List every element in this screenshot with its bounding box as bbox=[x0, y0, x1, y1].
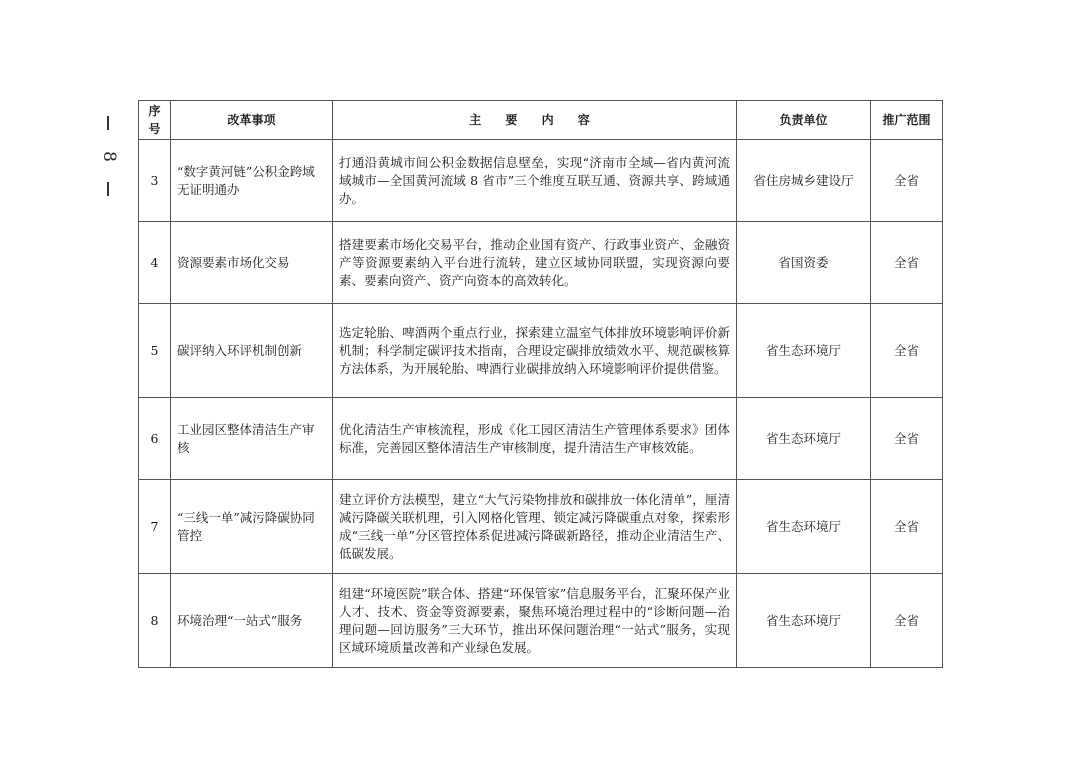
row-no: 3 bbox=[139, 140, 171, 222]
row-scope: 全省 bbox=[871, 140, 943, 222]
row-content: 搭建要素市场化交易平台，推动企业国有资产、行政事业资产、金融资产等资源要素纳入平台进行流转，建立区域协同联盟，实现资源向要素、要素向资产、资产向资本的高效转化。 bbox=[333, 222, 737, 304]
table-row bbox=[139, 398, 943, 480]
row-item: 工业园区整体清洁生产审核 bbox=[171, 398, 333, 480]
row-dept: 省国资委 bbox=[737, 222, 871, 304]
row-scope: 全省 bbox=[871, 398, 943, 480]
row-item: “三线一单”减污降碳协同管控 bbox=[171, 480, 333, 574]
row-dept: 省住房城乡建设厅 bbox=[737, 140, 871, 222]
row-no: 4 bbox=[139, 222, 171, 304]
table-header-row bbox=[139, 101, 943, 140]
row-scope: 全省 bbox=[871, 480, 943, 574]
row-dept: 省生态环境厅 bbox=[737, 574, 871, 668]
header-scope: 推广范围 bbox=[871, 101, 943, 140]
header-dept: 负责单位 bbox=[737, 101, 871, 140]
row-item: 碳评纳入环评机制创新 bbox=[171, 304, 333, 398]
row-content: 组建“环境医院”联合体、搭建“环保管家”信息服务平台，汇聚环保产业人才、技术、资金等资源要素，聚焦环境治理过程中的“诊断问题—治理问题—回访服务”三大环节，推出环保问题治理“一站式”服务，实现区域环境质量改善和产业绿色发展。 bbox=[333, 574, 737, 668]
table-row bbox=[139, 304, 943, 398]
row-no: 5 bbox=[139, 304, 171, 398]
reform-items-table bbox=[138, 100, 943, 668]
row-dept: 省生态环境厅 bbox=[737, 398, 871, 480]
table-row bbox=[139, 140, 943, 222]
row-dept: 省生态环境厅 bbox=[737, 304, 871, 398]
header-content: 主 要 内 容 bbox=[333, 101, 737, 140]
row-content: 建立评价方法模型，建立“大气污染物排放和碳排放一体化清单”，厘清减污降碳关联机理，引入网格化管理、锁定减污降碳重点对象，探索形成“三线一单”分区管控体系促进减污降碳新路径，推动企业清洁生产、低碳发展。 bbox=[333, 480, 737, 574]
row-scope: 全省 bbox=[871, 304, 943, 398]
header-no: 序号 bbox=[139, 101, 171, 140]
row-item: 资源要素市场化交易 bbox=[171, 222, 333, 304]
row-no: 8 bbox=[139, 574, 171, 668]
table-row bbox=[139, 222, 943, 304]
row-no: 6 bbox=[139, 398, 171, 480]
row-item: 环境治理“一站式”服务 bbox=[171, 574, 333, 668]
row-no: 7 bbox=[139, 480, 171, 574]
row-content: 选定轮胎、啤酒两个重点行业，探索建立温室气体排放环境影响评价新机制；科学制定碳评技术指南，合理设定碳排放绩效水平、规范碳核算方法体系，为开展轮胎、啤酒行业碳排放纳入环境影响评价提供借鉴。 bbox=[333, 304, 737, 398]
row-scope: 全省 bbox=[871, 574, 943, 668]
header-item: 改革事项 bbox=[171, 101, 333, 140]
row-scope: 全省 bbox=[871, 222, 943, 304]
row-item: “数字黄河链”公积金跨域无证明通办 bbox=[171, 140, 333, 222]
page-number bbox=[98, 116, 118, 196]
page-number-dash-top bbox=[107, 116, 109, 130]
row-content: 优化清洁生产审核流程，形成《化工园区清洁生产管理体系要求》团体标准，完善园区整体清洁生产审核制度，提升清洁生产审核效能。 bbox=[333, 398, 737, 480]
page-number-value: 8 bbox=[98, 150, 119, 162]
table-row bbox=[139, 480, 943, 574]
table-row bbox=[139, 574, 943, 668]
row-content: 打通沿黄城市间公积金数据信息壁垒，实现“济南市全域—省内黄河流域城市—全国黄河流域 8 省市”三个维度互联互通、资源共享、跨域通办。 bbox=[333, 140, 737, 222]
row-dept: 省生态环境厅 bbox=[737, 480, 871, 574]
page-number-dash-bottom bbox=[107, 182, 109, 196]
